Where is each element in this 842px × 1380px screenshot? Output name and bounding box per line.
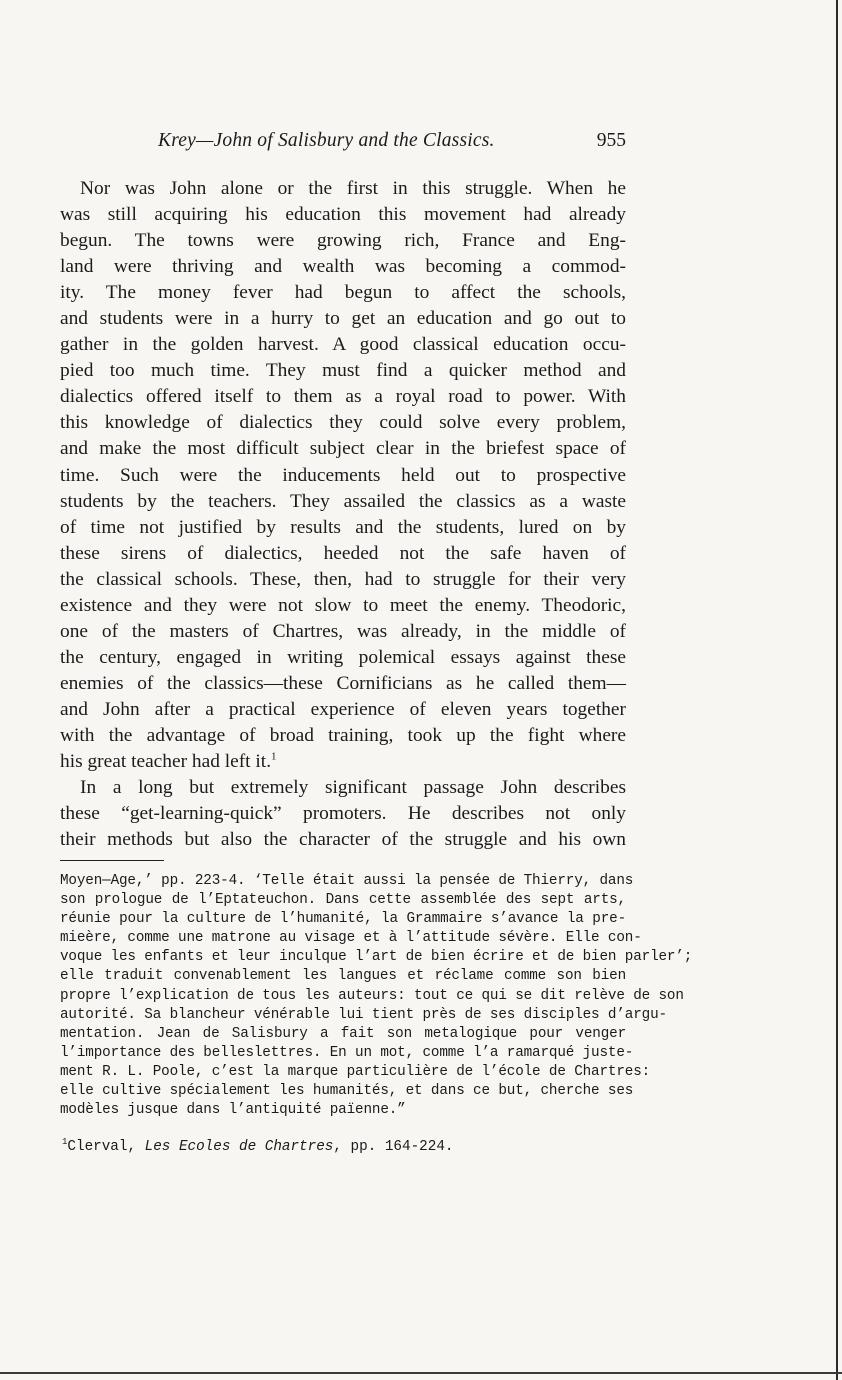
body-line: existence and they were not slow to meet the enemy. Theodoric,	[60, 594, 626, 616]
note-line: modèles jusque dans l’antiquité païenne.”	[60, 1102, 406, 1119]
body-line: time. Such were the inducements held out to prospective	[60, 464, 626, 486]
body-line: In a long but extremely significant passage John describes	[80, 777, 626, 799]
body-line: their methods but also the character of the struggle and his own	[60, 829, 626, 851]
body-line-paragraph-end	[60, 749, 626, 775]
body-line: students by the teachers. They assailed the classics as a waste	[60, 490, 626, 512]
body-text	[60, 176, 626, 853]
body-line: dialectics offered itself to them as a royal road to power. With	[60, 386, 626, 408]
running-head	[60, 130, 626, 158]
note-line: voque les enfants et leur inculque l’art de bien écrire et de bien parler’;	[60, 949, 693, 966]
body-line: begun. The towns were growing rich, France and Eng-	[60, 230, 626, 252]
note-line: propre l’explication de tous les auteurs: tout ce qui se dit relève de son	[60, 987, 684, 1004]
note-line: autorité. Sa blancheur vénérable lui tient près de ses disciples d’argu-	[60, 1006, 667, 1023]
body-line: and make the most difficult subject clear in the briefest space of	[60, 438, 626, 460]
body-line: enemies of the classics—these Cornificians as he called them—	[60, 672, 626, 694]
body-line: the classical schools. These, then, had to struggle for their very	[60, 568, 626, 590]
note-line: mieère, comme une matrone au visage et à l’attitude sévère. Elle con-	[60, 930, 642, 947]
footnote-1-marker: 1	[62, 1137, 68, 1148]
running-title: Krey—John of Salisbury and the Classics.	[158, 130, 495, 151]
body-line: was still acquiring his education this movement had already	[60, 204, 626, 226]
note-line: son prologue de l’Eptateuchon. Dans cette assemblée des sept arts,	[60, 892, 626, 909]
footnote-continued	[60, 872, 693, 1120]
footnote-reference[interactable]: 1	[271, 750, 277, 763]
footnote-1-title: Les Ecoles de Chartres	[144, 1139, 334, 1155]
body-line: these sirens of dialectics, heeded not the safe haven of	[60, 542, 626, 564]
note-line: Moyen—Age,’ pp. 223-4. ‘Telle était aussi la pensée de Thierry, dans	[60, 873, 634, 889]
body-line: ity. The money fever had begun to affect the schools,	[60, 282, 626, 304]
note-line: ment R. L. Poole, c’est la marque particulière de l’école de Chartres:	[60, 1063, 651, 1080]
body-line: and John after a practical experience of eleven years together	[60, 698, 626, 720]
footnote-1	[62, 1138, 628, 1157]
note-line: mentation. Jean de Salisbury a fait son metalogique pour venger	[60, 1025, 626, 1042]
note-line: elle cultive spécialement les humanités, et dans ce but, cherche ses	[60, 1083, 634, 1100]
body-line: gather in the golden harvest. A good classical education occu-	[60, 334, 626, 356]
page-edge-bottom	[0, 1372, 842, 1374]
footnote-1-pages: , pp. 164-224.	[333, 1139, 454, 1155]
note-line: l’importance des belleslettres. En un mot, comme l’a ramarqué juste-	[60, 1044, 634, 1061]
note-line: elle traduit convenablement les langues et réclame comme son bien	[60, 968, 626, 985]
body-line: and students were in a hurry to get an education and go out to	[60, 308, 626, 330]
body-line: pied too much time. They must find a quicker method and	[60, 360, 626, 382]
body-line: one of the masters of Chartres, was already, in the middle of	[60, 620, 626, 642]
body-line: the century, engaged in writing polemical essays against these	[60, 646, 626, 668]
body-line-text: his great teacher had left it.	[60, 751, 272, 773]
page-number: 955	[596, 130, 626, 151]
footnote-rule	[60, 860, 164, 861]
note-line: réunie pour la culture de l’humanité, la Grammaire s’avance la pre-	[60, 911, 626, 928]
body-line: of time not justified by results and the students, lured on by	[60, 516, 626, 538]
page-edge-right	[836, 0, 838, 1380]
body-line: this knowledge of dialectics they could solve every problem,	[60, 412, 626, 434]
footnote-1-author: Clerval,	[67, 1139, 145, 1155]
body-line: these “get-learning-quick” promoters. He describes not only	[60, 803, 626, 825]
body-line: land were thriving and wealth was becoming a commod-	[60, 256, 626, 278]
body-line: with the advantage of broad training, took up the fight where	[60, 724, 626, 746]
body-line: Nor was John alone or the first in this struggle. When he	[80, 178, 626, 199]
